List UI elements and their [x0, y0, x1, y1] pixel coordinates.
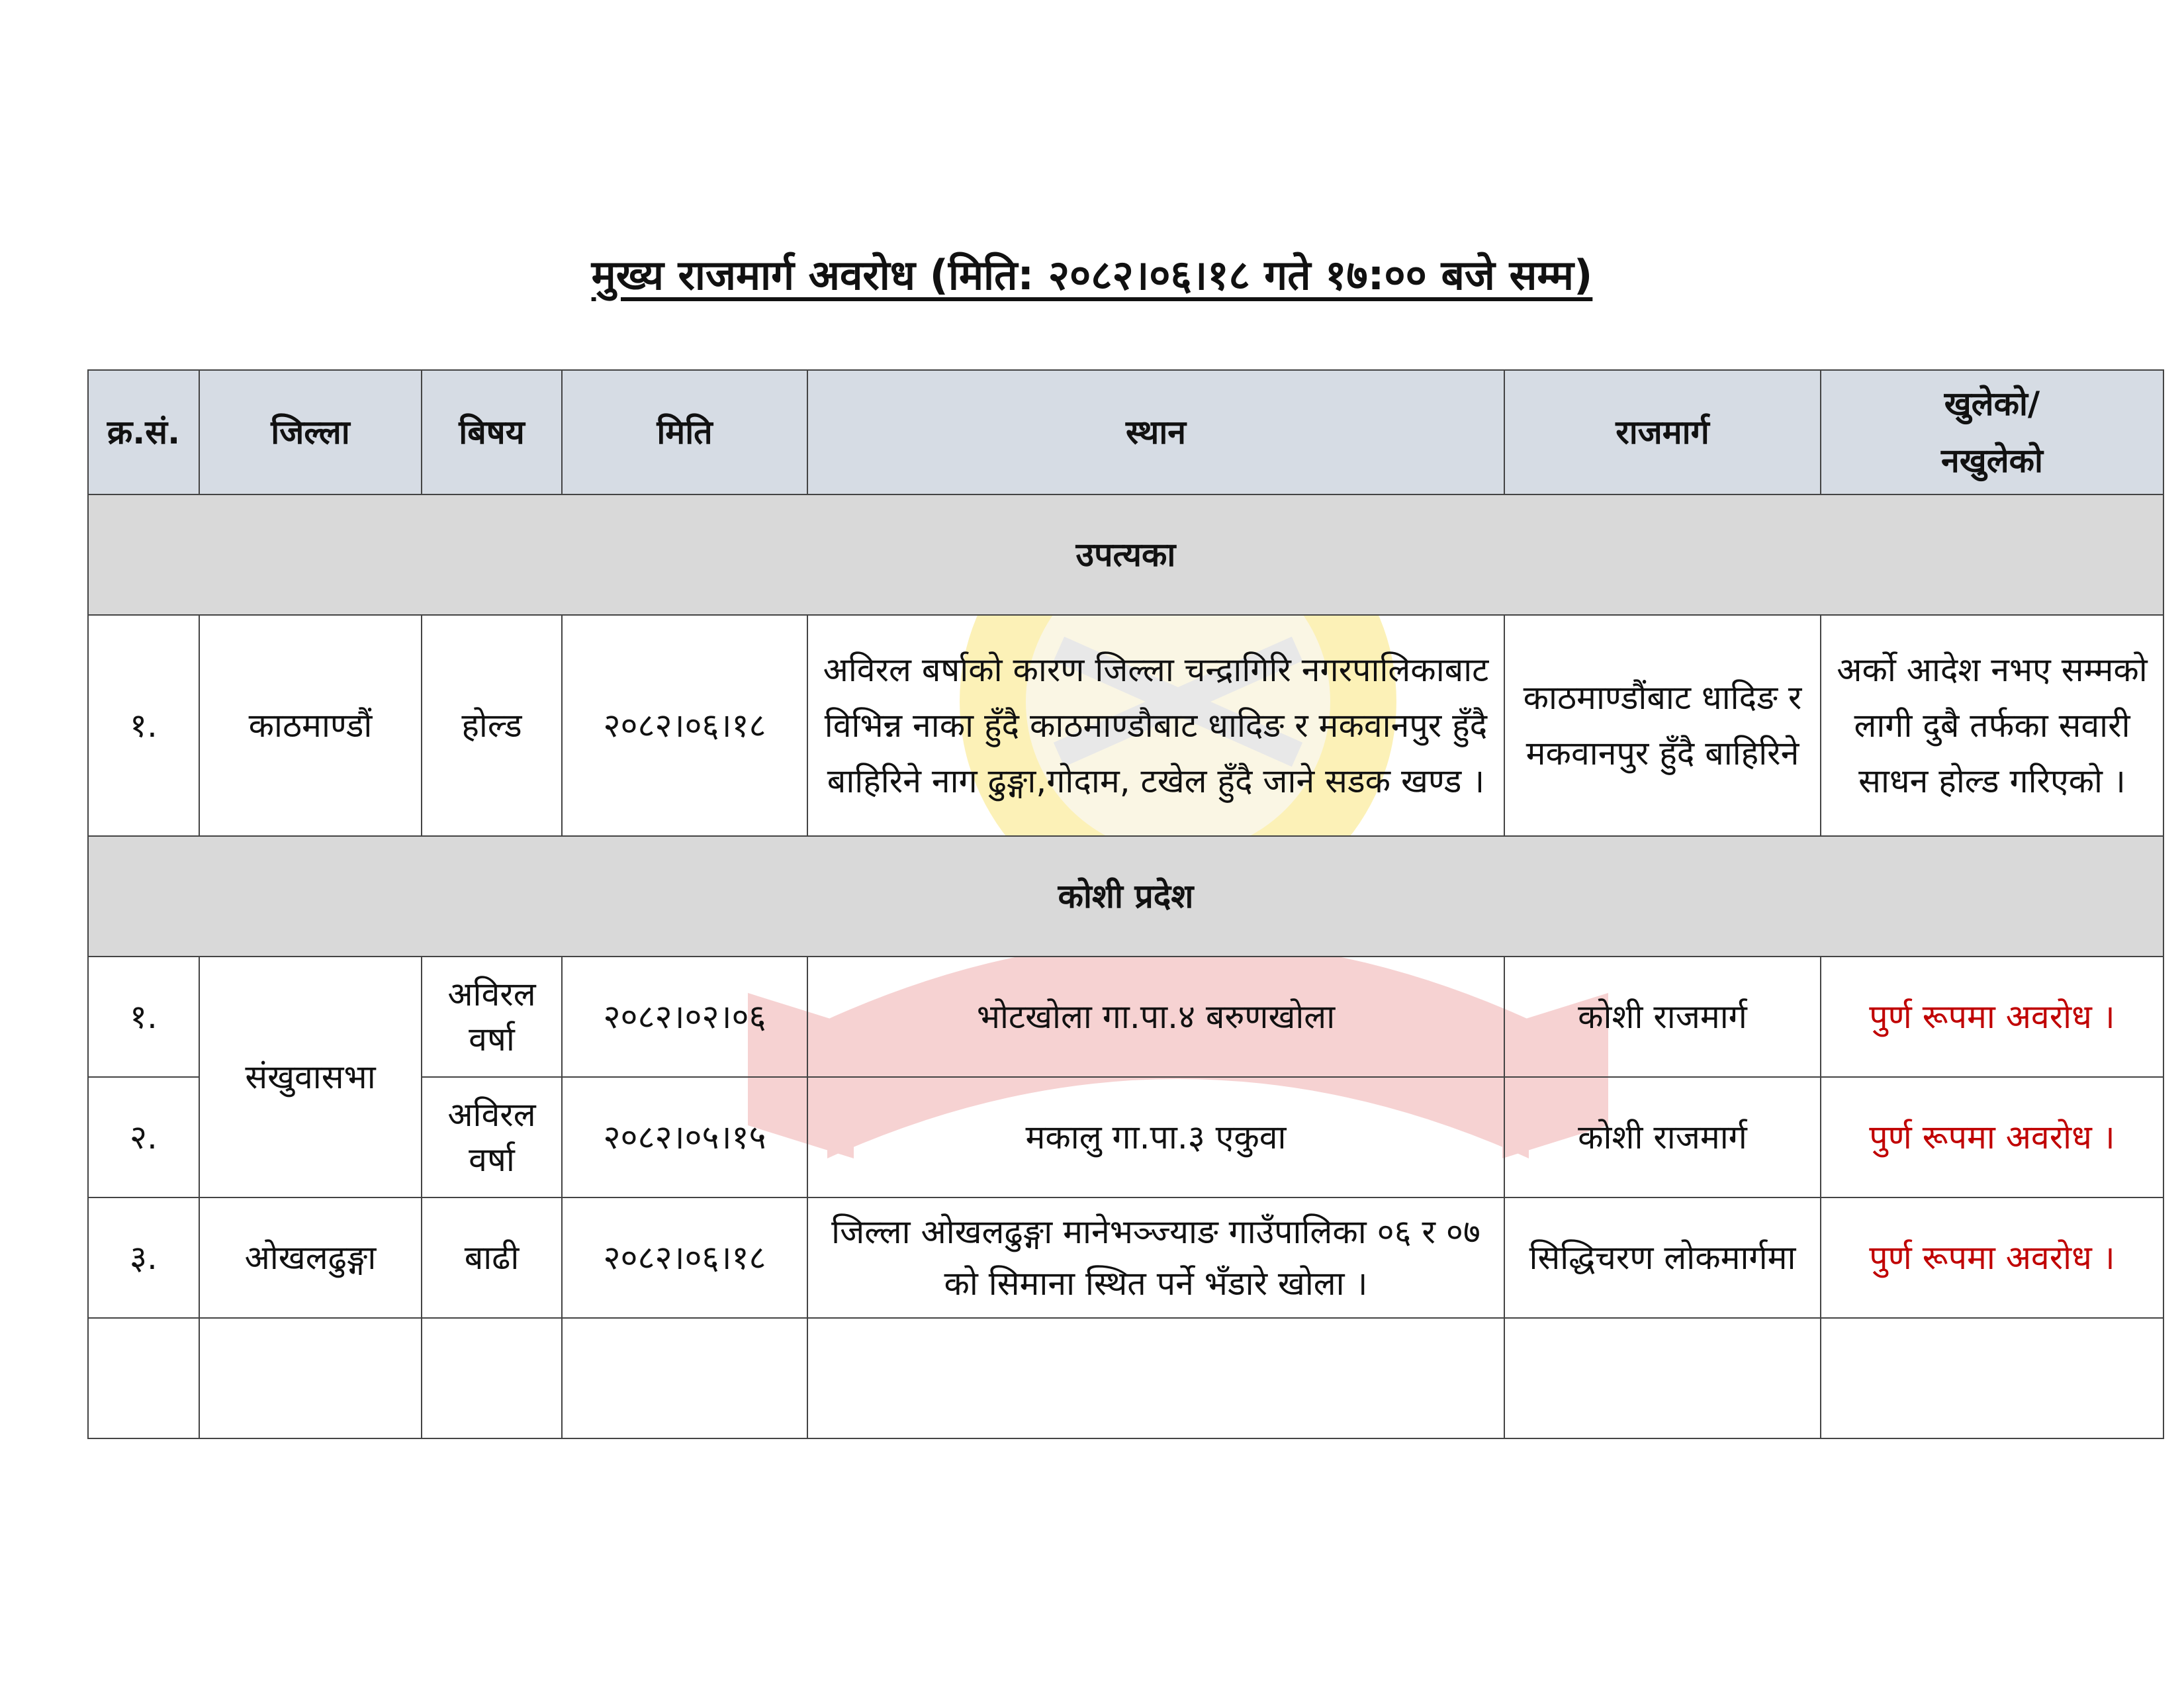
- cell-date: २०८२।०२।०६: [562, 957, 807, 1077]
- header-sn: क्र.सं.: [88, 370, 199, 494]
- table-row: [88, 615, 2163, 836]
- cell-highway: कोशी राजमार्ग: [1504, 957, 1821, 1077]
- empty-cell: [88, 1318, 199, 1438]
- header-place: स्थान: [807, 370, 1504, 494]
- empty-cell: [562, 1318, 807, 1438]
- cell-subject: होल्ड: [422, 615, 562, 836]
- cell-sn: १.: [88, 957, 199, 1077]
- empty-cell: [1504, 1318, 1821, 1438]
- table-header-row: [88, 370, 2163, 494]
- cell-subject: बाढी: [422, 1197, 562, 1318]
- cell-district: काठमाण्डौं: [199, 615, 422, 836]
- cell-status: अर्को आदेश नभए सम्मको लागी दुबै तर्फका सवारी साधन होल्ड गरिएको ।: [1821, 615, 2163, 836]
- cell-highway: सिद्धिचरण लोकमार्गमा: [1504, 1197, 1821, 1318]
- header-status-line1: खुलेको/: [1944, 385, 2040, 423]
- cell-place: भोटखोला गा.पा.४ बरुणखोला: [807, 957, 1504, 1077]
- cell-subject: अविरल वर्षा: [422, 957, 562, 1077]
- cell-sn: १.: [88, 615, 199, 836]
- header-status: [1821, 370, 2163, 494]
- table-row: [88, 957, 2163, 1077]
- cell-sn: ३.: [88, 1197, 199, 1318]
- cell-date: २०८२।०६।१८: [562, 1197, 807, 1318]
- table-row: [88, 1197, 2163, 1318]
- header-subject: बिषय: [422, 370, 562, 494]
- cell-sn: २.: [88, 1077, 199, 1197]
- cell-highway: काठमाण्डौंबाट धादिङ र मकवानपुर हुँदै बाहिरिने: [1504, 615, 1821, 836]
- header-district: जिल्ला: [199, 370, 422, 494]
- section-row-valley: [88, 494, 2163, 615]
- cell-place: मकालु गा.पा.३ एकुवा: [807, 1077, 1504, 1197]
- header-highway: राजमार्ग: [1504, 370, 1821, 494]
- empty-row: [88, 1318, 2163, 1438]
- header-status-line2: नखुलेको: [1941, 442, 2043, 480]
- cell-place: जिल्ला ओखलढुङ्गा मानेभञ्ज्याङ गाउँपालिका ०६ र ०७ को सिमाना स्थित पर्ने भँडारे खोला ।: [807, 1197, 1504, 1318]
- cell-place: अविरल बर्षाको कारण जिल्ला चन्द्रागिरि नगरपालिकाबाट विभिन्न नाका हुँदै काठमाण्डौबाट धादिङ र मकवानपुर हुँदै बाहिरिने नाग ढुङ्गा,गोदाम, टखेल हुँदै जाने सडक खण्ड ।: [807, 615, 1504, 836]
- cell-district: ओखलढुङ्गा: [199, 1197, 422, 1318]
- cell-date: २०८२।०६।१८: [562, 615, 807, 836]
- highway-obstruction-table: [87, 369, 2164, 1439]
- cell-status: पुर्ण रूपमा अवरोध ।: [1821, 957, 2163, 1077]
- cell-highway: कोशी राजमार्ग: [1504, 1077, 1821, 1197]
- empty-cell: [422, 1318, 562, 1438]
- section-title: उपत्यका: [88, 494, 2163, 615]
- cell-status: पुर्ण रूपमा अवरोध ।: [1821, 1197, 2163, 1318]
- section-title: कोशी प्रदेश: [88, 836, 2163, 957]
- section-row-koshi: [88, 836, 2163, 957]
- empty-cell: [1821, 1318, 2163, 1438]
- empty-cell: [807, 1318, 1504, 1438]
- header-date: मिति: [562, 370, 807, 494]
- cell-subject: अविरल वर्षा: [422, 1077, 562, 1197]
- page-title: मुख्य राजमार्ग अवरोध (मिति: २०८२।०६।१८ गते १७:०० बजे सम्म): [591, 251, 1593, 299]
- empty-cell: [199, 1318, 422, 1438]
- cell-status: पुर्ण रूपमा अवरोध ।: [1821, 1077, 2163, 1197]
- cell-date: २०८२।०५।१५: [562, 1077, 807, 1197]
- cell-district: संखुवासभा: [199, 957, 422, 1197]
